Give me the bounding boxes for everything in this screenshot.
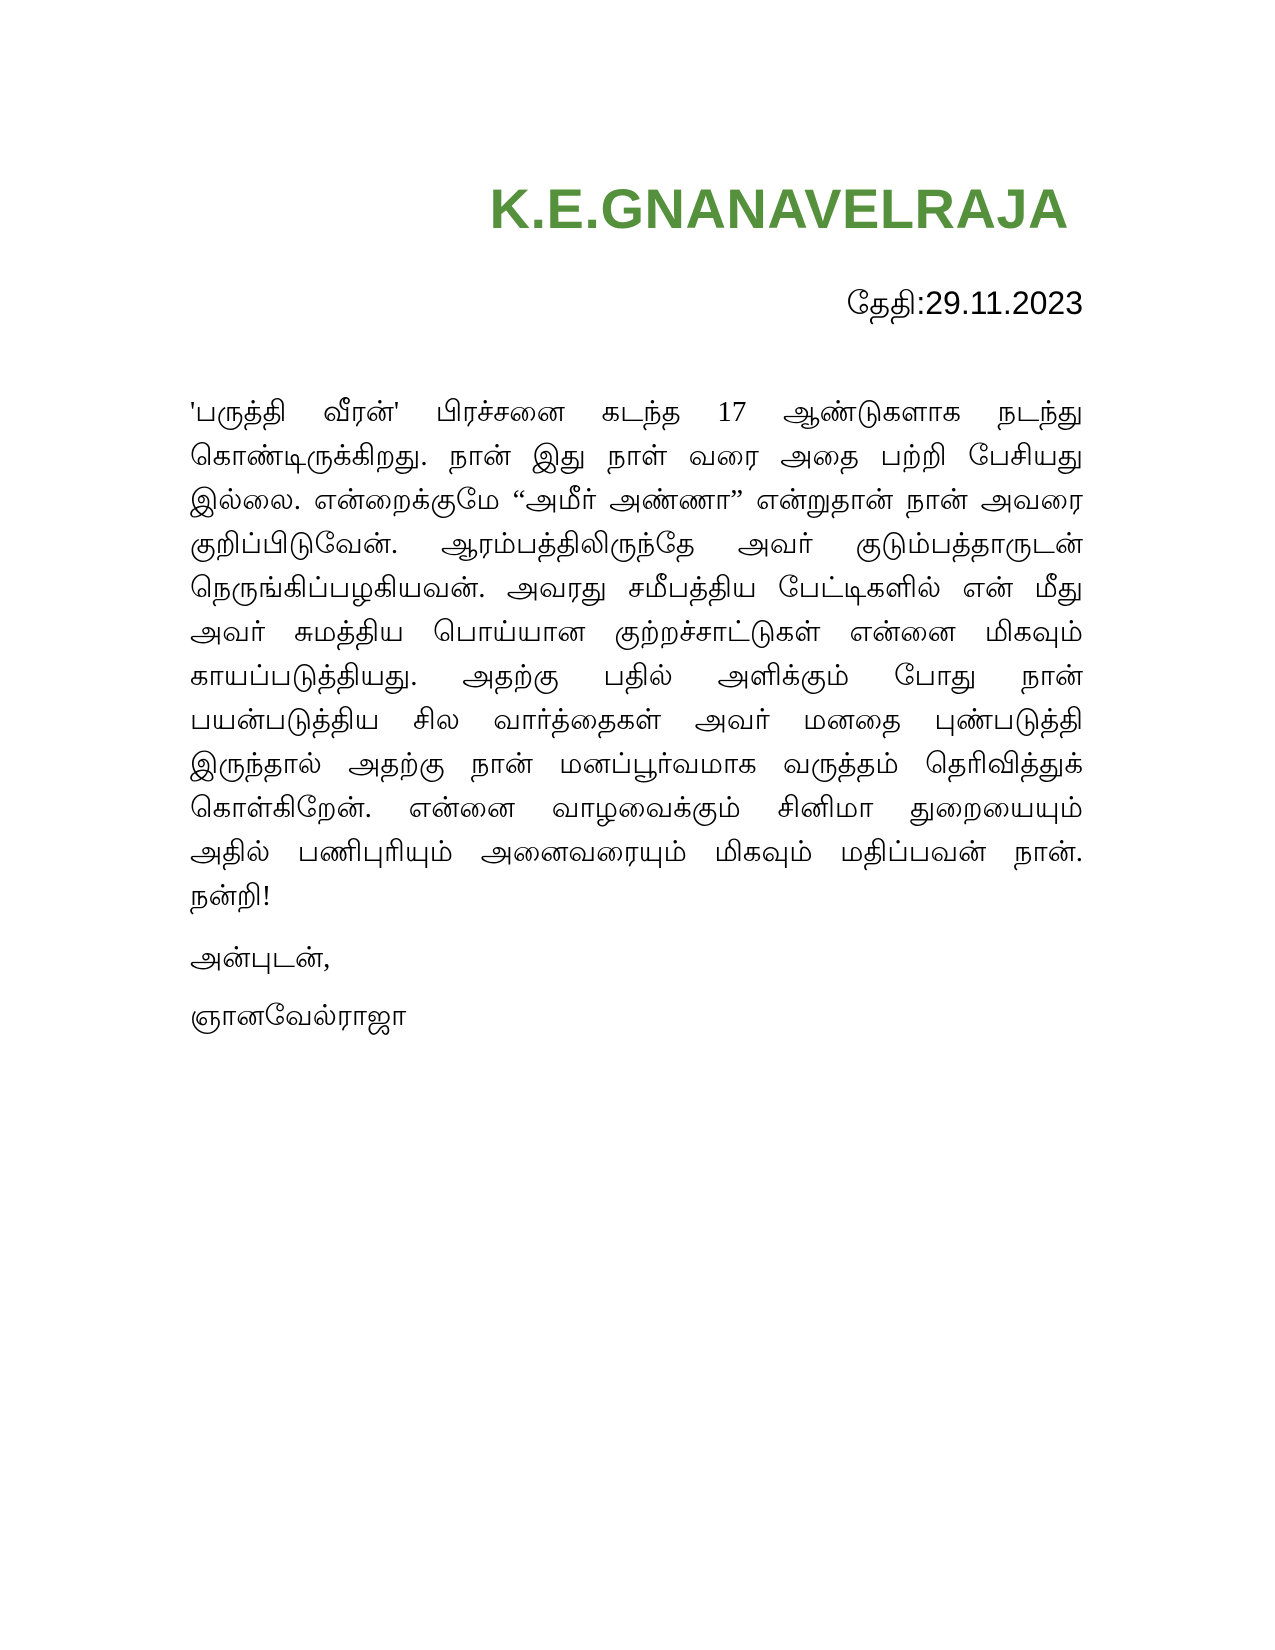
body-line: காயப்படுத்தியது. அதற்கு பதில் அளிக்கும் போது நான்	[190, 660, 1083, 692]
signature-name: ஞானவேல்ராஜா	[190, 1000, 407, 1032]
date-line: தேதி:29.11.2023	[846, 285, 1083, 321]
body-line: பயன்படுத்திய சில வார்த்தைகள் அவர் மனதை புண்படுத்தி	[190, 704, 1083, 736]
body-line: அவர் சுமத்திய பொய்யான குற்றச்சாட்டுகள் என்னை மிகவும்	[190, 616, 1083, 648]
body-line: அதில் பணிபுரியும் அனைவரையும் மிகவும் மதிப்பவன் நான்.	[190, 836, 1083, 868]
body-line: கொள்கிறேன். என்னை வாழவைக்கும் சினிமா துறையையும்	[190, 792, 1083, 824]
body-line: 'பருத்தி வீரன்' பிரச்சனை கடந்த 17 ஆண்டுகளாக நடந்து	[190, 396, 1083, 428]
body-line: நெருங்கிப்பழகியவன். அவரது சமீபத்திய பேட்டிகளில் என் மீது	[190, 572, 1083, 604]
body-line: நன்றி!	[190, 880, 272, 912]
body-line: குறிப்பிடுவேன். ஆரம்பத்திலிருந்தே அவர் குடும்பத்தாருடன்	[190, 528, 1083, 560]
letter-body	[190, 390, 1083, 918]
body-line: இல்லை. என்றைக்குமே “அமீர் அண்ணா” என்றுதான் நான் அவரை	[190, 484, 1083, 516]
body-line: இருந்தால் அதற்கு நான் மனப்பூர்வமாக வருத்தம் தெரிவித்துக்	[190, 748, 1083, 780]
body-line: கொண்டிருக்கிறது. நான் இது நாள் வரை அதை பற்றி பேசியது	[190, 440, 1083, 472]
letterhead-title: K.E.GNANAVELRAJA	[489, 177, 1069, 240]
closing-salutation: அன்புடன்,	[190, 942, 331, 974]
